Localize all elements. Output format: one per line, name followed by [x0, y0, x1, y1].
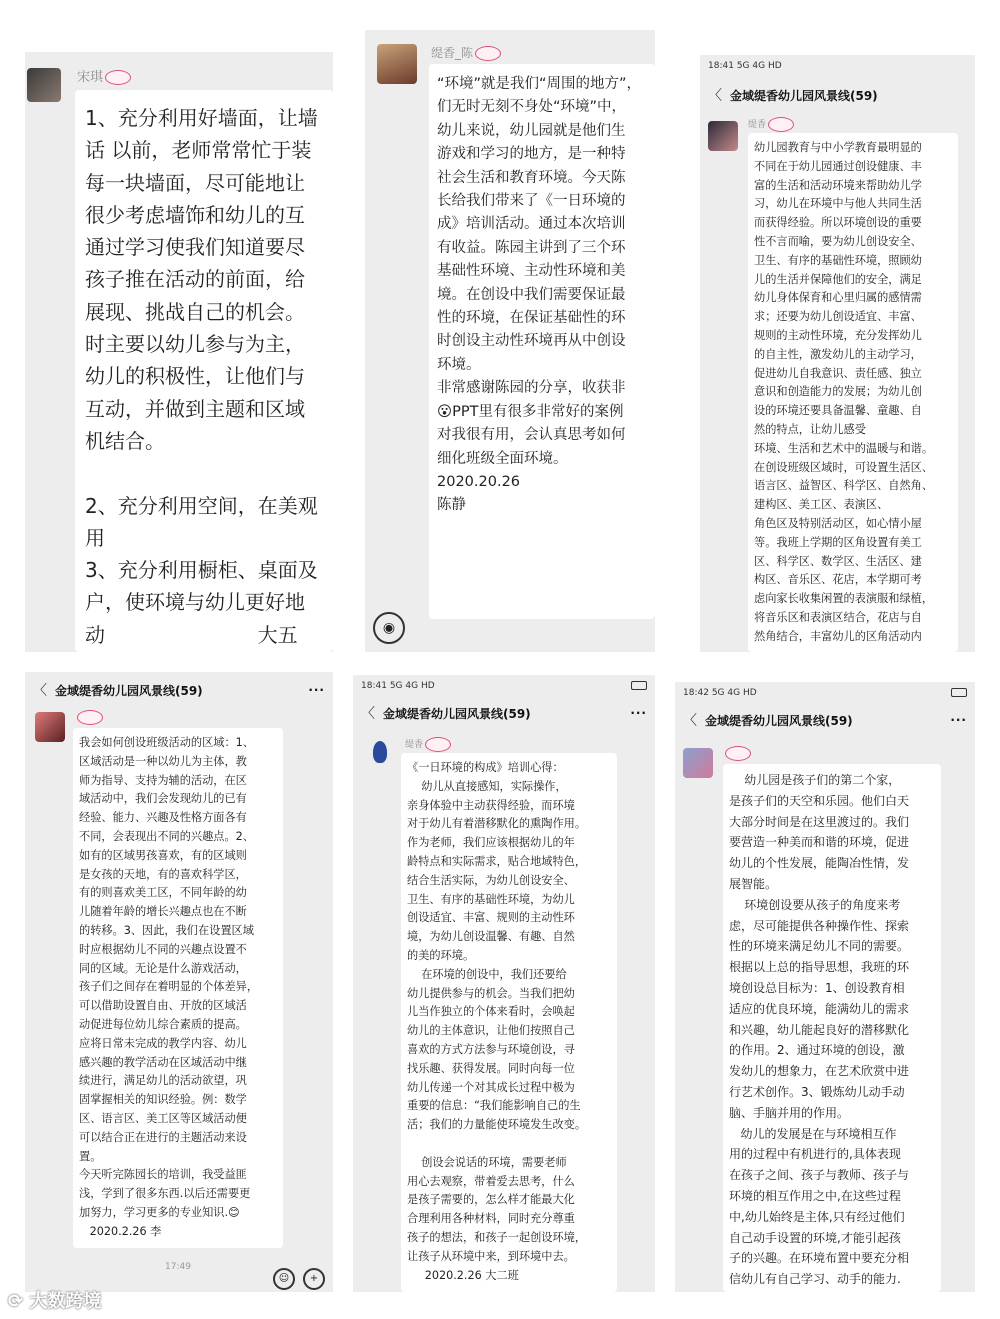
more-options-icon[interactable]: ··· [308, 683, 325, 697]
message-text: 幼儿园教育与中小学教育最明显的 不同在于幼儿园通过创设健康、丰 富的生活和活动环境来帮助幼儿学 习，幼儿在环境中与他人共同生活 而获得经验。所以环境创设的重要 性不言而喻，要为幼儿创设安全、 卫生、有序的基础性环境，照顾幼 儿的生活并保障他们的安全，满足 幼儿身体保育和心里归属的感情需 求；还要为幼儿创设适宜、丰富、 规则的主动性环境，充分发挥幼儿 的自主性，激发幼儿的主动学习， 促进幼儿自我意识、责任感、独立 意识和创造能力的发展；为幼儿创 设的环境还要具备温馨、童趣、自 然的特点，让幼儿感受 环境、生活和艺术中的温暖与和谐。 在创设班级区域时，可设置生活区、 语言区、益智区、科学区、自然角、 建构区、美工区、表演区、 角色区及特别活动区，如心情小屋 等。我班上学期的区角设置有美工 区、科学区、数学区、生活区、建 构区、音乐区、花店，本学期可考 虑向家长收集闲置的表演服和绿植， 将音乐区和表演区结合，花店与自 然角结合，丰富幼儿的区角活动内 [754, 141, 934, 643]
chat-header [700, 81, 975, 109]
screenshot-panel-6 [675, 682, 975, 1292]
privacy-scribble [768, 117, 794, 132]
add-icon[interactable]: + [303, 1268, 325, 1290]
privacy-scribble [77, 710, 103, 725]
sender-name [75, 710, 103, 725]
message-bubble[interactable] [429, 64, 655, 619]
back-arrow-icon[interactable]: 〈 [33, 683, 47, 699]
privacy-scribble [425, 737, 451, 752]
sender-name: 缇香 [748, 117, 794, 132]
message-bubble[interactable] [401, 753, 617, 1292]
sender-name: 缇香_陈 [431, 44, 501, 61]
signal-icon: 5G 4G [711, 688, 741, 698]
message-text: 1、充分利用好墙面，让墙 话 以前，老师常常忙于装 每一块墙面，尽可能地让 很少考虑墙饰和幼儿的互 通过学习使我们知道要尽 孩子推在活动的前面，给 展现、挑战自己的机会。 时主要以幼儿参与为主， 幼儿的积极性，让他们与 互动，并做到主题和区域 机结合。 2、充分利用空间，在美观 用 3、充分利用橱柜、桌面及 户，使环境与幼儿更好地 动 大五 [85, 106, 318, 647]
sender-name [723, 746, 751, 761]
sender-name: 宋琪 [77, 66, 131, 85]
avatar[interactable] [27, 68, 61, 102]
message-text: 我会如何创设班级活动的区域：1、 区域活动是一种以幼儿为主体，教 师为指导、支持为辅的活动，在区 域活动中，我们会发现幼儿的已有 经验、能力、兴趣及性格方面各有 不同，会表现出不同的兴趣点。2、 如有的区域男孩喜欢，有的区域则 是女孩的天地，有的喜欢科学区， 有的则喜欢美工区，不同年龄的幼 儿随着年龄的增长兴趣点也在不断 的转移。3、因此，我们在设置区域 时应根据幼儿不同的兴趣点设置不 同的区域。无论是什么游戏活动， 孩子们之间存在着明显的个体差异， 可以借助设置自由、开放的区域活 动促进每位幼儿综合素质的提高。 应将日常未完成的教学内容、幼儿 感兴趣的教学活动在区域活动中继 续进行，满足幼儿的活动欲望，巩 固掌握相关的知识经验。例：数学 区、语言区、美工区等区域活动便 可以结合正在进行的主题活动来设 置。 今天听完陈园长的培训，我受益匪 浅，学到了很多东西.以后还需要更 加努力，学习更多的专业知识.😊 2020.2.26 李 [79, 736, 259, 1238]
status-bar [675, 682, 975, 698]
signal-icon: 5G 4G [736, 61, 766, 71]
screenshot-panel-2 [365, 30, 655, 652]
privacy-scribble [475, 46, 501, 61]
timestamp: 17:49 [165, 1262, 191, 1272]
battery-icon [631, 681, 647, 690]
avatar[interactable] [373, 741, 387, 763]
message-bubble[interactable] [73, 728, 283, 1248]
privacy-scribble [105, 70, 131, 85]
watermark-text: 大数跨境 [29, 1291, 102, 1312]
status-time: 18:42 [683, 688, 709, 698]
signal-icon: 5G 4G [389, 681, 419, 691]
chat-header [25, 676, 333, 704]
screenshot-panel-1 [25, 52, 333, 652]
back-arrow-icon[interactable]: 〈 [683, 713, 697, 729]
sender-name: 缇香 [405, 737, 451, 752]
watermark-logo: ⟳ 大数跨境 [8, 1291, 102, 1312]
screenshot-panel-4 [25, 672, 333, 1292]
battery-icon [951, 688, 967, 697]
message-bubble[interactable] [75, 90, 333, 652]
chat-header [675, 706, 975, 734]
chat-title: 金域缇香幼儿园风景线(59) [383, 706, 531, 721]
chat-title: 金域缇香幼儿园风景线(59) [55, 683, 203, 698]
avatar[interactable] [377, 44, 417, 84]
status-bar [700, 55, 975, 71]
avatar[interactable] [708, 121, 738, 151]
hd-label: HD [742, 688, 757, 698]
privacy-scribble [725, 746, 751, 761]
message-text: “环境”就是我们“周围的地方”， 们无时无刻不身处“环境”中， 幼儿来说，幼儿园就是他们生 游戏和学习的地方，是一种特 社会生活和教育环境。今天陈 长给我们带来了《一日环境的 成》培训活动。通过本次培训 有收益。陈园主讲到了三个环 基础性环境、主动性环境和美 境。在创设中我们需要保证最 性的环境，在保证基础性的环 时创设主动性环境再从中创设 环境。 非常感谢陈园的分享，收获非 😮PPT里有很多非常好的案例 对我很有用，会认真思考如何 细化班级全面环境。 2020.20.26 陈静 [437, 76, 642, 514]
status-time: 18:41 [361, 681, 387, 691]
message-bubble[interactable] [748, 133, 958, 652]
hd-label: HD [420, 681, 435, 691]
message-bubble[interactable] [723, 764, 941, 1292]
hd-label: HD [767, 61, 782, 71]
screenshot-panel-3 [700, 55, 975, 652]
message-text: 《一日环境的构成》培训心得： 幼儿从直接感知，实际操作， 亲身体验中主动获得经验，而环境 对于幼儿有着潜移默化的熏陶作用。 作为老师，我们应该根据幼儿的年 龄特点和实际需求，贴合地域特色， 结合生活实际，为幼儿创设安全、 卫生、有序的基础性环境，为幼儿 创设适宜、丰富、规则的主动性环 境，为幼儿创设温馨、有趣、自然 的美的环境。 在环境的创设中，我们还要给 幼儿提供参与的机会。当我们把幼 儿当作独立的个体来看时，会唤起 幼儿的主体意识，让他们按照自己 喜欢的方式方法参与环境创设，寻 找乐趣、获得发展。同时向每一位 幼儿传递一个对其成长过程中极为 重要的信息：“我们能影响自己的生 活；我们的力量能使环境发生改变。 创设会说话的环境，需要老师 用心去观察，带着爱去思考，什么 是孩子需要的，怎么样才能最大化 合理利用各种材料，同时充分尊重 孩子的想法，和孩子一起创设环境， 让孩子从环境中来，到环境中去。 2020.2.26 大二班 [407, 761, 587, 1282]
back-arrow-icon[interactable]: 〈 [361, 706, 375, 722]
voice-icon[interactable]: ◉ [373, 612, 405, 644]
chat-title: 金域缇香幼儿园风景线(59) [705, 713, 853, 728]
emoji-icon[interactable]: ☺ [273, 1268, 295, 1290]
avatar[interactable] [35, 712, 65, 742]
message-text: 幼儿园是孩子们的第二个家， 是孩子们的天空和乐园。他们白天 大部分时间是在这里渡过的。我们 要营造一种美而和谐的环境，促进 幼儿的个性发展，能陶冶性情，发 展智能。 环境创设要从孩子的角度来考 虑，尽可能提供各种操作性、探索 性的环境来满足幼儿不同的需要。 根据以上总的指导思想，我班的环 境创设总目标为：1、创设教育相 适应的优良环境，能满幼儿的需求 和兴趣，幼儿能起良好的潜移默化 的作用。2、通过环境的创设，激 发幼儿的想象力，在艺术欣赏中进 行艺术创作。3、锻炼幼儿动手动 脑、手脑并用的作用。 幼儿的发展是在与环境相互作 用的过程中有机进行的,具体表现 在孩子之间、孩子与教师、孩子与 环境的相互作用之中,在这些过程 中,幼儿始终是主体,只有经过他们 自己动手设置的环境,才能引起孩 子的兴趣。在环境布置中要充分相 信幼儿有自己学习、动手的能力. [729, 773, 910, 1287]
status-bar [353, 675, 655, 691]
status-time: 18:41 [708, 61, 734, 71]
chat-title: 金域缇香幼儿园风景线(59) [730, 88, 878, 103]
avatar[interactable] [683, 748, 713, 778]
more-options-icon[interactable]: ··· [950, 713, 967, 727]
screenshot-panel-5 [353, 675, 655, 1292]
more-options-icon[interactable]: ··· [630, 706, 647, 720]
chat-header [353, 699, 655, 727]
back-arrow-icon[interactable]: 〈 [708, 88, 722, 104]
